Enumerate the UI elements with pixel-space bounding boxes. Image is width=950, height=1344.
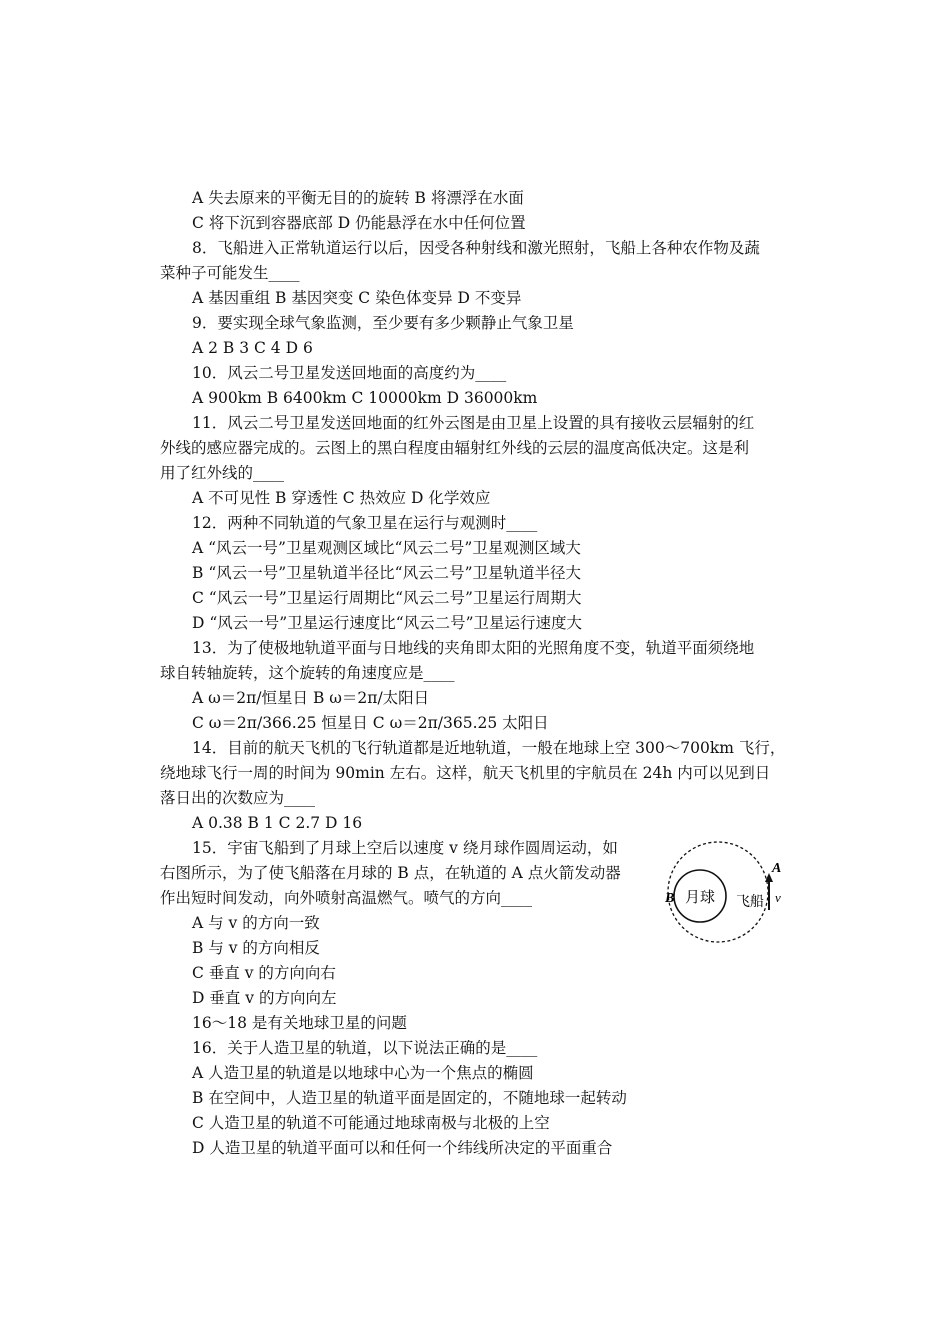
q8-stem-line-2: 菜种子可能发生____: [160, 264, 300, 282]
q15-option-d: D 垂直 v 的方向向左: [192, 989, 337, 1007]
q12-stem: 12．两种不同轨道的气象卫星在运行与观测时____: [192, 514, 538, 532]
q14-stem-line-3: 落日出的次数应为____: [160, 789, 316, 807]
ship-label: 飞船: [736, 894, 764, 910]
q10-options: A 900km B 6400km C 10000km D 36000km: [192, 389, 538, 407]
q8-options: A 基因重组 B 基因突变 C 染色体变异 D 不变异: [192, 289, 522, 307]
q10-stem: 10．风云二号卫星发送回地面的高度约为____: [192, 364, 507, 382]
q9-stem: 9．要实现全球气象监测，至少要有多少颗静止气象卫星: [192, 314, 574, 332]
point-a-label: A: [772, 861, 782, 876]
moon-orbit-svg: [658, 840, 798, 950]
q12-option-a: A “风云一号”卫星观测区域比“风云二号”卫星观测区域大: [192, 539, 581, 557]
moon-label: 月球: [684, 888, 716, 906]
velocity-label: v: [775, 890, 781, 905]
q15-stem-line-3: 作出短时间发动，向外喷射高温燃气。喷气的方向____: [160, 889, 533, 907]
q15-option-b: B 与 v 的方向相反: [192, 939, 320, 957]
q12-option-d: D “风云一号”卫星运行速度比“风云二号”卫星运行速度大: [192, 614, 583, 632]
orbit-circle: [668, 842, 768, 942]
q12-option-c: C “风云一号”卫星运行周期比“风云二号”卫星运行周期大: [192, 589, 582, 607]
q15-stem-line-2: 右图所示，为了使飞船落在月球的 B 点，在轨道的 A 点火箭发动器: [160, 864, 621, 882]
q11-options: A 不可见性 B 穿透性 C 热效应 D 化学效应: [192, 489, 491, 507]
q13-stem-line-1: 13．为了使极地轨道平面与日地线的夹角即太阳的光照角度不变，轨道平面须绕地: [192, 639, 755, 657]
q16-option-b: B 在空间中，人造卫星的轨道平面是固定的，不随地球一起转动: [192, 1089, 627, 1107]
q9-options: A 2 B 3 C 4 D 6: [192, 339, 313, 357]
q14-stem-line-2: 绕地球飞行一周的时间为 90min 左右。这样，航天飞机里的宇航员在 24h 内可以见到日: [160, 764, 771, 782]
q16-option-d: D 人造卫星的轨道平面可以和任何一个纬线所决定的平面重合: [192, 1139, 613, 1157]
q14-stem-line-1: 14．目前的航天飞机的飞行轨道都是近地轨道，一般在地球上空 300～700km 飞行，: [192, 739, 786, 757]
q12-option-b: B “风云一号”卫星轨道半径比“风云二号”卫星轨道半径大: [192, 564, 582, 582]
section-heading-16-18: 16～18 是有关地球卫星的问题: [192, 1014, 407, 1032]
q13-options-ab: A ω＝2π/恒星日 B ω＝2π/太阳日: [192, 689, 430, 707]
q15-stem-line-1: 15．宇宙飞船到了月球上空后以速度 v 绕月球作圆周运动，如: [192, 839, 618, 857]
q11-stem-line-1: 11．风云二号卫星发送回地面的红外云图是由卫星上设置的具有接收云层辐射的红: [192, 414, 755, 432]
point-b-label: B: [665, 891, 675, 906]
q16-option-a: A 人造卫星的轨道是以地球中心为一个焦点的椭圆: [192, 1064, 534, 1082]
q13-options-cd: C ω＝2π/366.25 恒星日 C ω＝2π/365.25 太阳日: [192, 714, 549, 732]
q7-options-cd: C 将下沉到容器底部 D 仍能悬浮在水中任何位置: [192, 214, 526, 232]
q11-stem-line-3: 用了红外线的____: [160, 464, 285, 482]
q8-stem-line-1: 8．飞船进入正常轨道运行以后，因受各种射线和激光照射，飞船上各种农作物及蔬: [192, 239, 760, 257]
q16-stem: 16．关于人造卫星的轨道，以下说法正确的是____: [192, 1039, 538, 1057]
q13-stem-line-2: 球自转轴旋转，这个旋转的角速度应是____: [160, 664, 455, 682]
q15-option-a: A 与 v 的方向一致: [192, 914, 320, 932]
q14-options: A 0.38 B 1 C 2.7 D 16: [192, 814, 363, 832]
moon-orbit-diagram: [658, 840, 798, 950]
q15-option-c: C 垂直 v 的方向向右: [192, 964, 336, 982]
q7-options-ab: A 失去原来的平衡无目的的旋转 B 将漂浮在水面: [192, 189, 524, 207]
q11-stem-line-2: 外线的感应器完成的。云图上的黑白程度由辐射红外线的云层的温度高低决定。这是利: [160, 439, 750, 457]
q16-option-c: C 人造卫星的轨道不可能通过地球南极与北极的上空: [192, 1114, 550, 1132]
